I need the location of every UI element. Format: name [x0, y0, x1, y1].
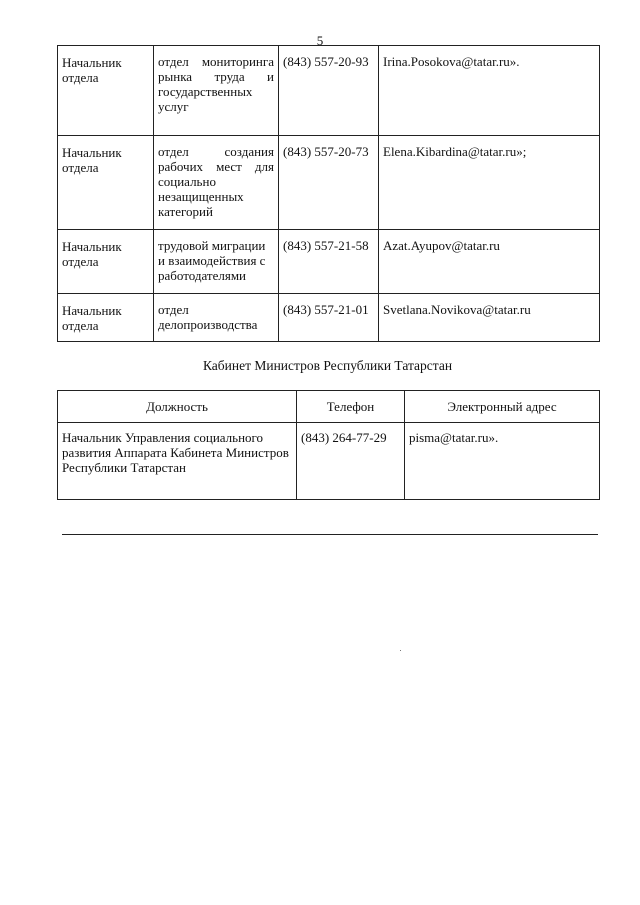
position-cell: Начальник Управления социального развития Аппарата Кабинета Министров Республики Татарстан: [58, 423, 297, 500]
department-cell: отдел делопроизводства: [154, 294, 279, 342]
phone-cell: (843) 264-77-29: [297, 423, 405, 500]
phone-cell: (843) 557-21-01: [279, 294, 379, 342]
table-row: [58, 230, 600, 294]
department-cell: отдел создания рабочих мест для социально незащищенных категорий: [154, 136, 279, 230]
table-row: [58, 136, 600, 230]
table-row: [58, 46, 600, 136]
email-cell: pisma@tatar.ru».: [405, 423, 600, 500]
bottom-divider-line: [62, 534, 598, 535]
header-position: Должность: [58, 391, 297, 423]
phone-cell: (843) 557-21-58: [279, 230, 379, 294]
page-number: 5: [316, 33, 324, 48]
email-cell: Azat.Ayupov@tatar.ru: [379, 230, 600, 294]
section-title: Кабинет Министров Республики Татарстан: [202, 358, 453, 373]
contacts-table-cabinet: [57, 390, 600, 500]
phone-cell: (843) 557-20-93: [279, 46, 379, 136]
email-cell: Irina.Posokova@tatar.ru».: [379, 46, 600, 136]
department-cell: трудовой миграции и взаимодействия с работодателями: [154, 230, 279, 294]
position-cell: Начальник отдела: [58, 136, 154, 230]
table-header-row: [58, 391, 600, 423]
position-cell: Начальник отдела: [58, 230, 154, 294]
contacts-table-ministry: [57, 45, 600, 342]
phone-cell: (843) 557-20-73: [279, 136, 379, 230]
scan-speck: [400, 650, 401, 651]
position-cell: Начальник отдела: [58, 294, 154, 342]
email-cell: Svetlana.Novikova@tatar.ru: [379, 294, 600, 342]
header-email: Электронный адрес: [405, 391, 600, 423]
email-cell: Elena.Kibardina@tatar.ru»;: [379, 136, 600, 230]
header-phone: Телефон: [297, 391, 405, 423]
position-cell: Начальник отдела: [58, 46, 154, 136]
department-cell: отдел мониторинга рынка труда и государственных услуг: [154, 46, 279, 136]
table-row: [58, 294, 600, 342]
table-row: [58, 423, 600, 500]
